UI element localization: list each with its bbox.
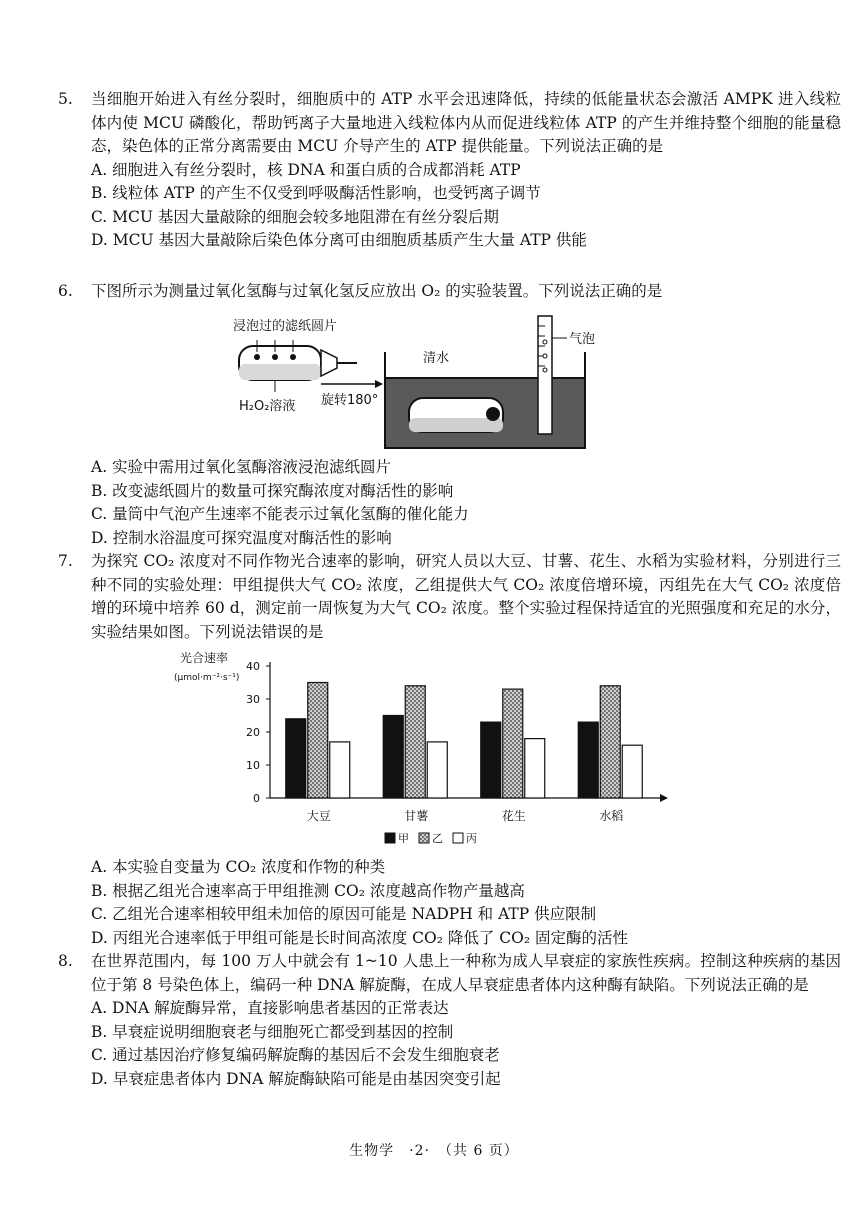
question-7-options — [58, 856, 628, 950]
option-d: D. MCU 基因大量敲除后染色体分离可由细胞质基质产生大量 ATP 供能 — [91, 231, 587, 249]
legend-label-丙: 丙 — [466, 832, 477, 845]
option-b: B. 改变滤纸圆片的数量可探究酶浓度对酶活性的影响 — [91, 481, 454, 500]
bar-甲-花生 — [481, 722, 501, 798]
bar-乙-大豆 — [308, 683, 328, 799]
bar-丙-花生 — [525, 739, 545, 798]
option-a: A. 实验中需用过氧化氢酶溶液浸泡滤纸圆片 — [91, 458, 392, 476]
x-tick-label: 甘薯 — [404, 809, 429, 823]
bar-丙-水稻 — [622, 745, 642, 798]
legend-swatch-丙 — [453, 833, 463, 843]
option-d: D. 控制水浴温度可探究温度对酶活性的影响 — [91, 528, 392, 547]
bar-乙-花生 — [503, 689, 523, 798]
graduated-cylinder — [538, 316, 552, 434]
y-tick-label: 10 — [246, 759, 260, 772]
label-rotate: 旋转180° — [321, 393, 379, 408]
question-6-options — [58, 456, 469, 550]
bar-丙-甘薯 — [427, 742, 447, 798]
option-d: D. 丙组光合速率低于甲组可能是长时间高浓度 CO₂ 降低了 CO₂ 固定酶的活性 — [91, 928, 628, 947]
x-axis-arrow — [660, 794, 668, 802]
option-c: C. 通过基因治疗修复编码解旋酶的基因后不会发生细胞衰老 — [91, 1046, 500, 1064]
label-bubble: 气泡 — [569, 332, 596, 347]
x-tick-label: 大豆 — [306, 809, 331, 823]
question-stem: 为探究 CO₂ 浓度对不同作物光合速率的影响，研究人员以大豆、甘薯、花生、水稻为实验材料，分别进行三种不同的实验处理：甲组提供大气 CO₂ 浓度，乙组提供大气 CO₂ 浓度倍增环境，丙组先在大气 CO₂ 浓度倍增的环境中培养 60 d，测定前一周恢复为大气 CO₂ 浓度。整个实验过程保持适宜的光照强度和充足的水分，实验结果如图。下列说法错误的是 — [91, 552, 841, 641]
x-tick-label: 水稻 — [599, 809, 624, 823]
legend-swatch-乙 — [419, 833, 429, 843]
label-filter-disc: 浸泡过的滤纸圆片 — [233, 319, 338, 334]
label-h2o2-solution: H₂O₂溶液 — [239, 399, 296, 414]
label-water: 清水 — [423, 351, 450, 366]
question-8 — [58, 950, 841, 1091]
bar-甲-大豆 — [286, 719, 306, 798]
photosynthesis-bar-chart — [170, 648, 680, 853]
page-footer: 生物学 ·2· （共 6 页） — [349, 1143, 519, 1159]
option-a: A. 细胞进入有丝分裂时，核 DNA 和蛋白质的合成都消耗 ATP — [91, 160, 521, 179]
y-axis-unit: (μmol·m⁻²·s⁻¹) — [174, 673, 240, 683]
y-tick-label: 0 — [253, 792, 260, 805]
x-tick-label: 花生 — [501, 809, 526, 823]
option-b: B. 线粒体 ATP 的产生不仅受到呼吸酶活性影响，也受钙离子调节 — [91, 184, 541, 202]
bar-甲-水稻 — [578, 722, 598, 798]
question-number: 8. — [58, 952, 73, 970]
option-c: C. MCU 基因大量敲除的细胞会较多地阻滞在有丝分裂后期 — [91, 207, 499, 226]
question-number: 5. — [58, 90, 73, 108]
question-number: 7. — [58, 552, 73, 570]
legend-swatch-甲 — [385, 833, 395, 843]
option-c: C. 乙组光合速率相较甲组未加倍的原因可能是 NADPH 和 ATP 供应限制 — [91, 905, 597, 923]
y-tick-label: 20 — [246, 726, 260, 739]
option-a: A. DNA 解旋酶异常，直接影响患者基因的正常表达 — [91, 999, 449, 1017]
option-a: A. 本实验自变量为 CO₂ 浓度和作物的种类 — [91, 858, 386, 876]
legend-label-甲: 甲 — [398, 832, 409, 845]
y-tick-label: 30 — [246, 693, 260, 706]
option-b: B. 根据乙组光合速率高于甲组推测 CO₂ 浓度越高作物产量越高 — [91, 881, 525, 900]
question-5 — [58, 88, 841, 253]
question-stem: 下图所示为测量过氧化氢酶与过氧化氢反应放出 O₂ 的实验装置。下列说法正确的是 — [91, 282, 663, 300]
question-stem: 在世界范围内，每 100 万人中就会有 1~10 人患上一种称为成人早衰症的家族性疾病。控制这种疾病的基因位于第 8 号染色体上，编码一种 DNA 解旋酶，在成人早衰症患者体内这种酶有缺陷。下列说法正确的是 — [91, 952, 841, 994]
option-b: B. 早衰症说明细胞衰老与细胞死亡都受到基因的控制 — [91, 1022, 454, 1041]
legend-label-乙: 乙 — [432, 832, 443, 845]
bar-丙-大豆 — [330, 742, 350, 798]
question-number: 6. — [58, 282, 73, 300]
y-axis-label: 光合速率 — [180, 651, 229, 665]
water-bath — [385, 352, 585, 448]
bar-乙-水稻 — [600, 686, 620, 798]
bar-乙-甘薯 — [405, 686, 425, 798]
y-tick-label: 40 — [246, 660, 260, 673]
question-stem: 当细胞开始进入有丝分裂时，细胞质中的 ATP 水平会迅速降低，持续的低能量状态会激活 AMPK 进入线粒体内使 MCU 磷酸化，帮助钙离子大量地进入线粒体内从而促进线粒体 ATP 的产生并维持整个细胞的能量稳态，染色体的正常分离需要由 MCU 介导产生的 ATP 提供能量。下列说法正确的是 — [91, 90, 841, 155]
experiment-apparatus-figure — [225, 312, 645, 452]
question-6 — [58, 280, 841, 304]
option-d: D. 早衰症患者体内 DNA 解旋酶缺陷可能是由基因突变引起 — [91, 1069, 501, 1088]
bar-甲-甘薯 — [383, 716, 403, 799]
option-c: C. 量筒中气泡产生速率不能表示过氧化氢酶的催化能力 — [91, 505, 469, 523]
question-7 — [58, 550, 841, 644]
